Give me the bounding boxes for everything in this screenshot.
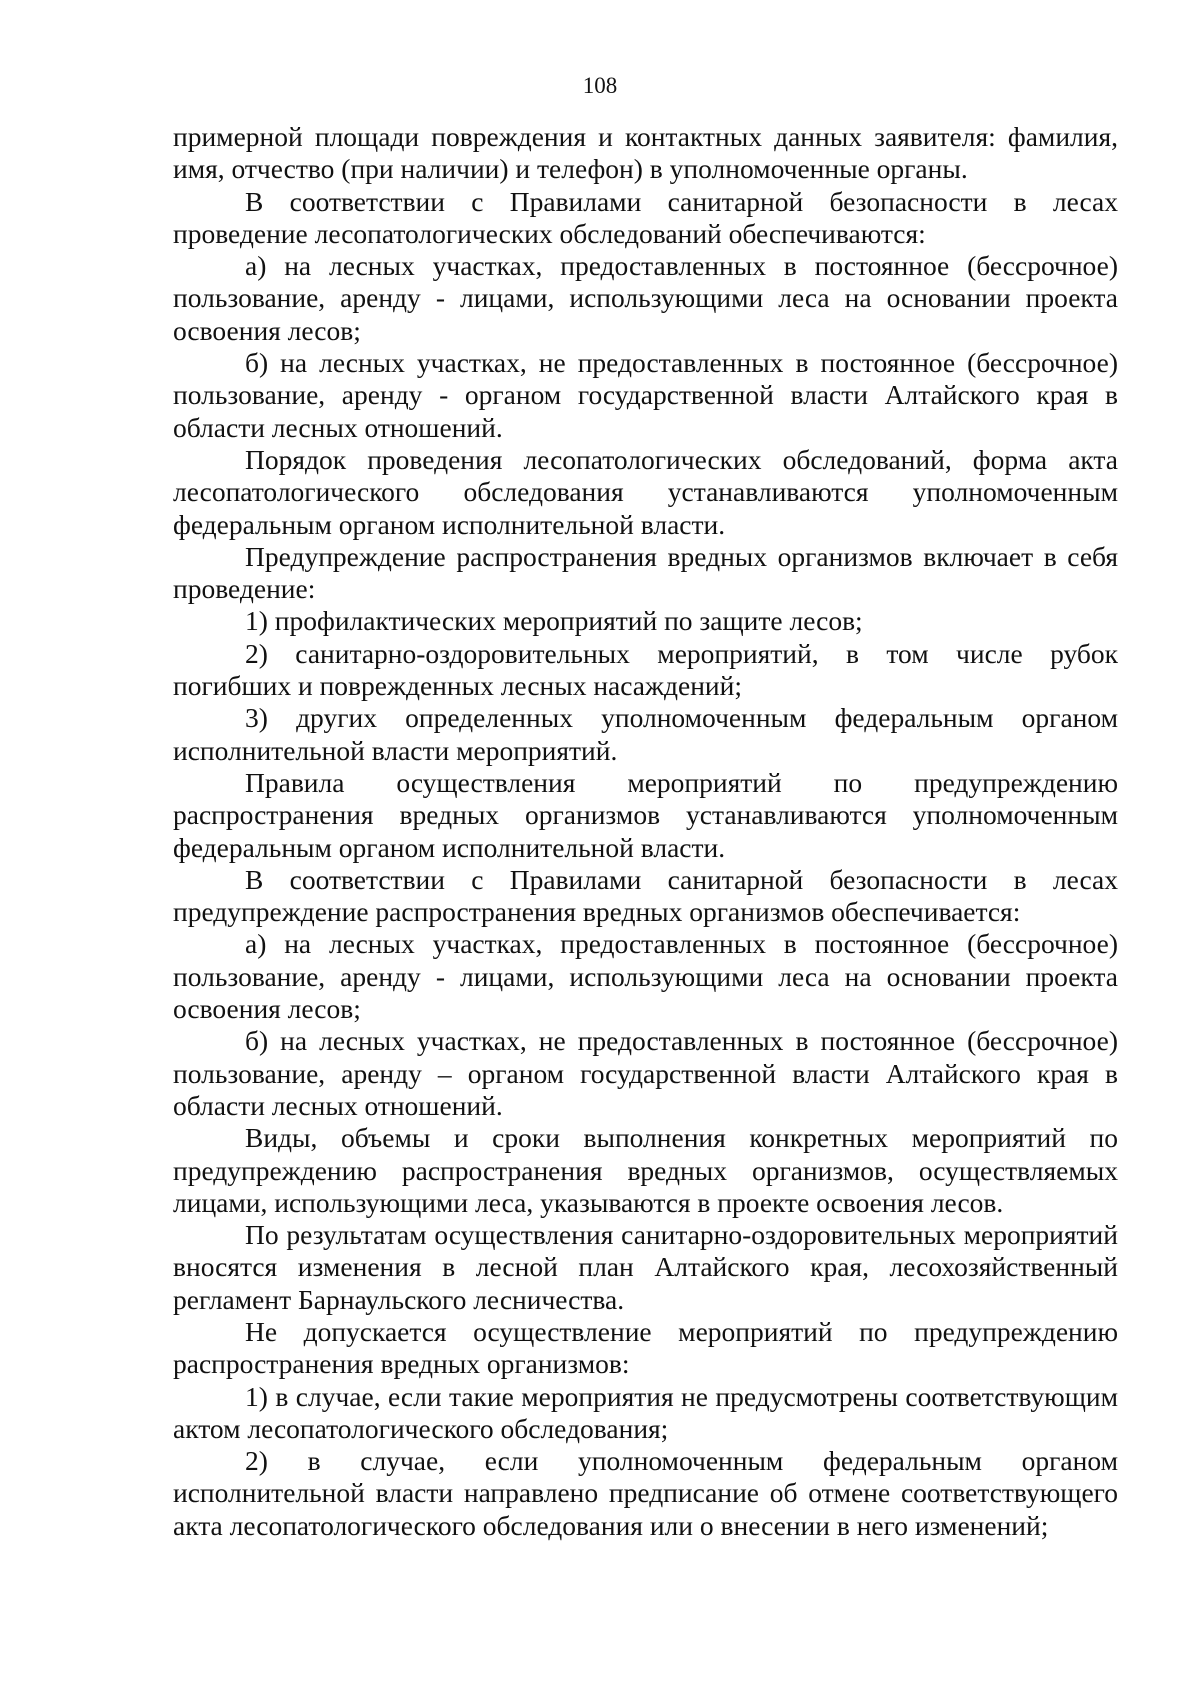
paragraph: Порядок проведения лесопатологических обследований, форма акта лесопатологического обследования устанавливаются уполномоченным федеральным органом исполнительной власти.: [173, 443, 1118, 540]
paragraph: Виды, объемы и сроки выполнения конкретных мероприятий по предупреждению распространения вредных организмов, осуществляемых лицами, использующими леса, указываются в проекте освоения лесов.: [173, 1122, 1118, 1218]
list-item: 1) профилактических мероприятий по защите лесов;: [245, 605, 863, 637]
paragraph: По результатам осуществления санитарно-оздоровительных мероприятий вносятся изменения в лесной план Алтайского края, лесохозяйственный регламент Барнаульского лесничества.: [173, 1219, 1118, 1315]
page-number: 108: [582, 73, 618, 98]
list-item: а) на лесных участках, предоставленных в постоянное (бессрочное) пользование, аренду - лицами, использующими леса на основании проекта освоения лесов;: [173, 928, 1118, 1025]
paragraph: В соответствии с Правилами санитарной безопасности в лесах проведение лесопатологических обследований обеспечиваются:: [173, 185, 1118, 249]
paragraph: В соответствии с Правилами санитарной безопасности в лесах предупреждение распространения вредных организмов обеспечивается:: [173, 863, 1118, 928]
list-item: 2) в случае, если уполномоченным федеральным органом исполнительной власти направлено предписание об отмене соответствующего акта лесопатологического обследования или о внесении в него изменений;: [173, 1445, 1118, 1541]
list-item: 1) в случае, если такие мероприятия не предусмотрены соответствующим актом лесопатологического обследования;: [173, 1380, 1118, 1444]
list-item: а) на лесных участках, предоставленных в постоянное (бессрочное) пользование, аренду - лицами, использующими леса на основании проекта освоения лесов;: [173, 250, 1118, 346]
paragraph: Не допускается осуществление мероприятий по предупреждению распространения вредных организмов:: [173, 1315, 1118, 1380]
paragraph: Правила осуществления мероприятий по предупреждению распространения вредных организмов устанавливаются уполномоченным федеральным органом исполнительной власти.: [173, 766, 1118, 863]
paragraph: Предупреждение распространения вредных организмов включает в себя проведение:: [173, 540, 1118, 605]
list-item: б) на лесных участках, не предоставленных в постоянное (бессрочное) пользование, аренду – органом государственной власти Алтайского края в области лесных отношений.: [173, 1025, 1118, 1121]
list-item: б) на лесных участках, не предоставленных в постоянное (бессрочное) пользование, аренду - органом государственной власти Алтайского края в области лесных отношений.: [173, 347, 1118, 443]
list-item: 3) других определенных уполномоченным федеральным органом исполнительной власти мероприятий.: [173, 702, 1118, 766]
document-body: [173, 121, 1118, 1542]
list-item: 2) санитарно-оздоровительных мероприятий, в том числе рубок погибших и поврежденных лесных насаждений;: [173, 637, 1118, 702]
paragraph: примерной площади повреждения и контактных данных заявителя: фамилия, имя, отчество (при наличии) и телефон) в уполномоченные органы.: [173, 121, 1118, 185]
